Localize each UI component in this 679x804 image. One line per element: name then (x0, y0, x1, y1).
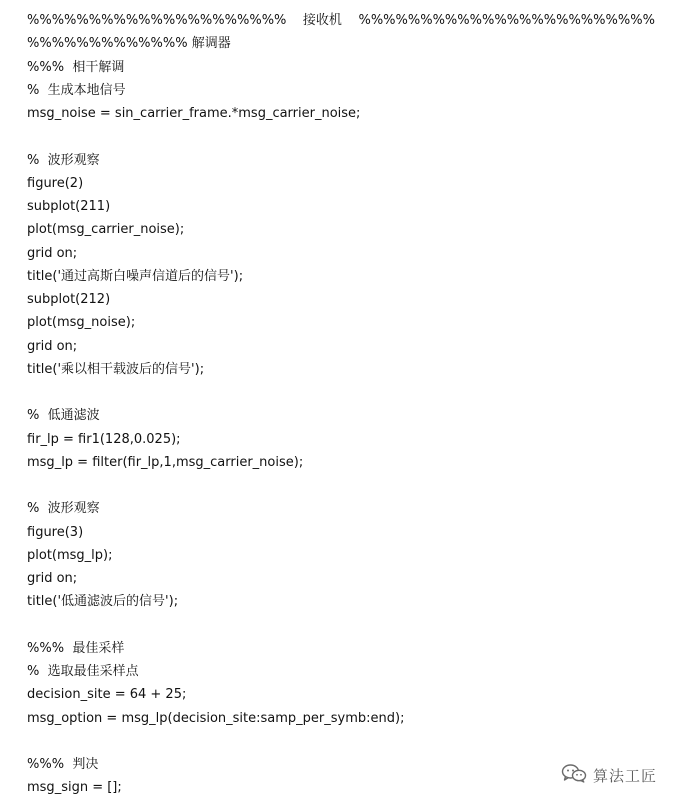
code-line: grid on; (27, 571, 78, 586)
code-line: % 低通滤波 (27, 408, 100, 424)
code-line: fir_lp = fir1(128,0.025); (27, 431, 181, 447)
code-line: msg_option = msg_lp(decision_site:samp_per_symb:end); (27, 710, 405, 726)
code-line: figure(3) (27, 524, 84, 540)
code-line: %%%%%%%%%%%%% 解调器 (27, 36, 231, 52)
code-line: title('通过高斯白噪声信道后的信号'); (27, 268, 244, 284)
code-line: subplot(211) (27, 199, 111, 214)
code-line: msg_lp = filter(fir_lp,1,msg_carrier_noise); (27, 454, 304, 470)
wechat-icon (561, 763, 587, 787)
code-line: plot(msg_lp); (27, 547, 113, 563)
code-listing (27, 9, 667, 800)
code-line (27, 474, 667, 497)
watermark (561, 764, 657, 786)
code-line: title('乘以相干载波后的信号'); (27, 361, 205, 377)
code-line: subplot(212) (27, 292, 111, 307)
code-line: %%%%%%%%%%%%%%%%%%%%% 接收机 %%%%%%%%%%%%%%%%%%%%%%%% (27, 13, 655, 28)
code-line: grid on; (27, 245, 78, 261)
code-line: figure(2) (27, 175, 84, 191)
code-line: msg_sign = []; (27, 780, 122, 796)
code-line: msg_noise = sin_carrier_frame.*msg_carrier_noise; (27, 106, 361, 121)
code-line: grid on; (27, 338, 78, 354)
code-line: plot(msg_carrier_noise); (27, 222, 185, 238)
code-line (27, 614, 667, 637)
code-line: %%% 相干解调 (27, 59, 125, 75)
code-line: plot(msg_noise); (27, 315, 136, 331)
code-line: % 选取最佳采样点 (27, 664, 139, 679)
code-line: %%% 最佳采样 (27, 640, 125, 656)
code-line: decision_site = 64 + 25; (27, 687, 187, 703)
code-line: title('低通滤波后的信号'); (27, 594, 179, 610)
code-line (27, 381, 667, 404)
code-line: % 生成本地信号 (27, 82, 126, 98)
code-line (27, 125, 667, 148)
watermark-text: 算法工匠 (593, 766, 658, 785)
code-line: % 波形观察 (27, 501, 100, 517)
code-line: %%% 判决 (27, 757, 99, 772)
code-line (27, 730, 667, 753)
code-line: % 波形观察 (27, 152, 100, 168)
